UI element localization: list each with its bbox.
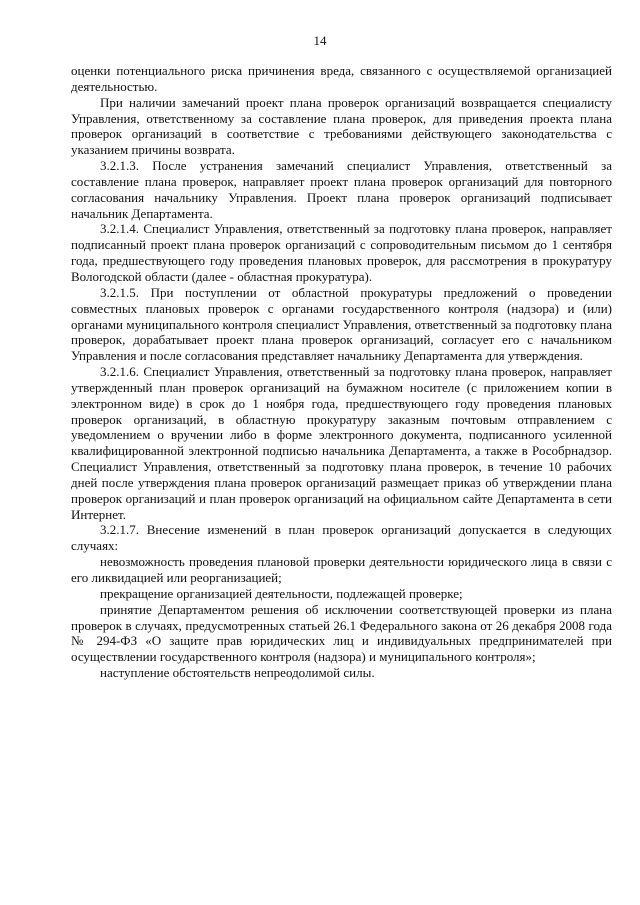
list-item-liquidation: невозможность проведения плановой проверки деятельности юридического лица в связи с его ликвидацией или реорганизацией; [71, 554, 612, 585]
list-item-exclusion-decision: принятие Департаментом решения об исключении соответствующей проверки из плана проверок в случаях, предусмотренных статьей 26.1 Федерального закона от 26 декабря 2008 года № 294-ФЗ «О защите прав юридических лиц и индивидуальных предпринимателей при осуществлении государственного контроля (надзора) и муниципального контроля»; [71, 601, 612, 665]
document-body [71, 63, 612, 681]
paragraph-3-2-1-3: 3.2.1.3. После устранения замечаний специалист Управления, ответственный за составление плана проверок, направляет проект плана проверок организаций для повторного согласования начальнику Управления. Проект плана проверок организаций подписывает начальник Департамента. [71, 158, 612, 221]
paragraph-3-2-1-7: 3.2.1.7. Внесение изменений в план проверок организаций допускается в следующих случаях: [71, 522, 612, 554]
paragraph-3-2-1-4: 3.2.1.4. Специалист Управления, ответственный за подготовку плана проверок, направляет подписанный проект плана проверок организаций с сопроводительным письмом до 1 сентября года, предшествующего году проведения плановых проверок, для рассмотрения в прокуратуру Вологодской области (далее - областная прокуратура). [71, 221, 612, 284]
page-number: 14 [313, 33, 327, 48]
list-item-force-majeure: наступление обстоятельств непреодолимой силы. [100, 665, 375, 681]
paragraph-remarks-return: При наличии замечаний проект плана проверок организаций возвращается специалисту Управления, ответственному за составление плана проверок, для приведения проекта плана проверок организаций в соответствие с требованиями действующего законодательства с указанием причины возврата. [71, 94, 612, 158]
paragraph-risk-assessment-end: оценки потенциального риска причинения вреда, связанного с осуществляемой организацией деятельностью. [71, 63, 612, 94]
paragraph-3-2-1-6: 3.2.1.6. Специалист Управления, ответственный за подготовку плана проверок, направляет утвержденный план проверок организаций на бумажном носителе (с приложением копии в электронном виде) в срок до 1 ноября года, предшествующего году проведения плановых проверок организаций, в областную прокуратуру заказным почтовым отправлением с уведомлением о вручении либо в форме электронного документа, подписанного усиленной квалифицированной электронной подписью начальника Департамента, а также в Рособрнадзор. Специалист Управления, ответственный за подготовку плана проверок, в течение 10 рабочих дней после утверждения плана проверок организаций размещает приказ об утверждении плана проверок организаций и план проверок организаций на официальном сайте Департамента в сети Интернет. [71, 364, 612, 522]
paragraph-3-2-1-5: 3.2.1.5. При поступлении от областной прокуратуры предложений о проведении совместных плановых проверок с органами государственного контроля (надзора) и (или) органами муниципального контроля специалист Управления, ответственный за подготовку плана проверок, дорабатывает проект плана проверок организаций, согласует его с начальником Управления и после согласования представляет начальнику Департамента для утверждения. [71, 284, 612, 364]
list-item-termination: прекращение организацией деятельности, подлежащей проверке; [100, 585, 463, 601]
